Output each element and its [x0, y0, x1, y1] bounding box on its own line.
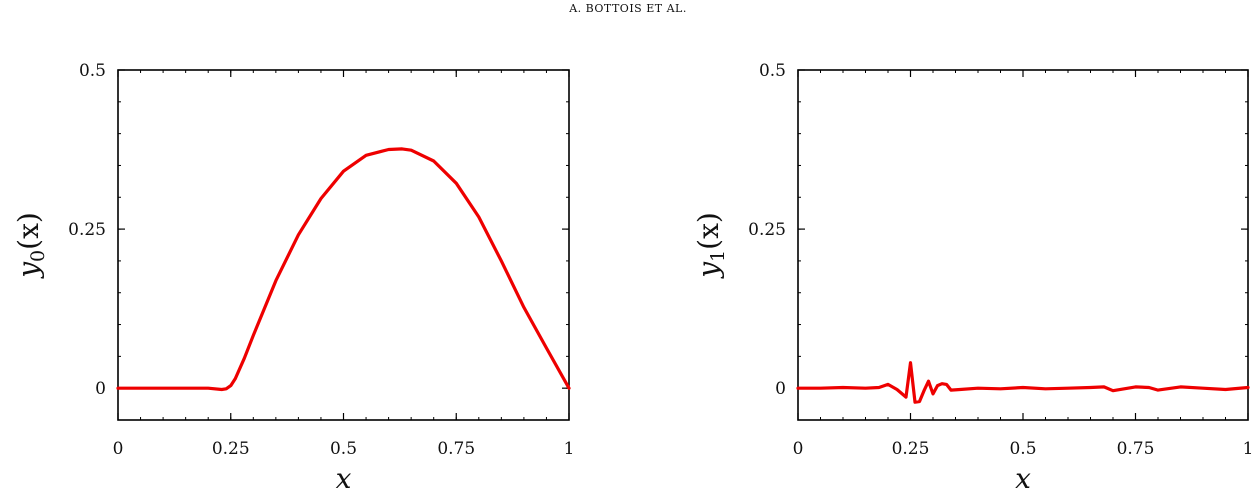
x-tick-label: 0 [112, 439, 124, 459]
y-axis-label: $y_0(x)$ [12, 212, 49, 278]
series-line [798, 363, 1248, 403]
running-header: A. BOTTOIS ET AL. [569, 2, 687, 15]
plot-frame [118, 70, 569, 420]
x-tick-label: 0.75 [1116, 439, 1155, 459]
x-tick-label: 0.5 [329, 439, 358, 459]
x-tick-label: 0.5 [1009, 439, 1037, 459]
x-tick-label: 0 [792, 439, 804, 459]
plot-right [692, 61, 1253, 494]
plot-left [12, 61, 574, 494]
x-axis-label: x [335, 462, 352, 494]
y-tick-label: 0 [95, 379, 106, 400]
series-line [118, 149, 569, 390]
y-tick-label: 0.25 [68, 220, 106, 241]
y-tick-label: 0 [775, 379, 786, 400]
y-tick-label: 0.5 [758, 61, 786, 81]
x-tick-label: 0.75 [437, 439, 476, 459]
x-tick-label: 0.25 [891, 439, 930, 459]
y-axis-label: $y_1(x)$ [692, 212, 729, 278]
y-tick-label: 0.5 [78, 61, 106, 81]
x-tick-label: 0.25 [211, 439, 250, 459]
y-tick-label: 0.25 [748, 220, 786, 241]
x-axis-label: x [1015, 462, 1031, 494]
x-tick-label: 1 [1242, 439, 1254, 459]
plot-frame [798, 70, 1248, 420]
x-tick-label: 1 [563, 439, 575, 459]
